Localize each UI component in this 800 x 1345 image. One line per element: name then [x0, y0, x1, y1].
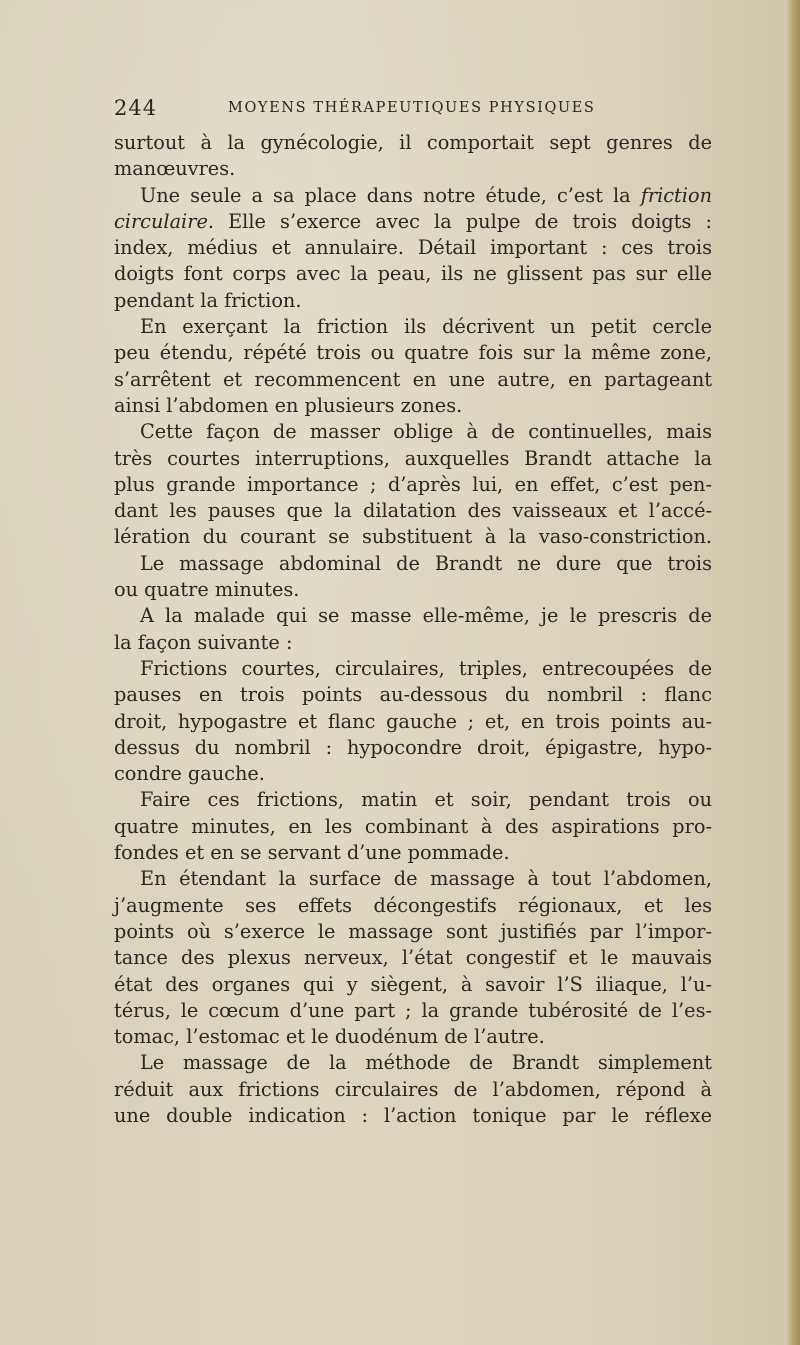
text-line — [114, 209, 712, 235]
line-text: Le massage de la méthode de Brandt simplement — [140, 1051, 712, 1075]
page-header — [114, 96, 714, 120]
text-line — [114, 998, 712, 1024]
text-line — [114, 393, 712, 419]
text-line — [114, 446, 712, 472]
line-text: pendant la friction. — [114, 288, 302, 312]
line-text: ou quatre minutes. — [114, 578, 300, 602]
text-line — [114, 183, 712, 209]
text-line — [114, 840, 712, 866]
text-line — [114, 787, 712, 813]
text-line — [114, 130, 712, 156]
line-text: la façon suivante : — [114, 630, 293, 654]
text-line — [114, 919, 712, 945]
text-line — [114, 630, 712, 656]
line-text: points où s’exerce le massage sont justifiés par l’impor- — [114, 919, 712, 943]
line-text: En étendant la surface de massage à tout l’abdomen, — [140, 867, 712, 891]
text-line — [114, 709, 712, 735]
line-text: peu étendu, répété trois ou quatre fois sur la même zone, — [114, 341, 712, 365]
italic-text: circulaire. — [114, 209, 214, 233]
running-title: MOYENS THÉRAPEUTIQUES PHYSIQUES — [228, 100, 596, 116]
text-line — [114, 1103, 712, 1129]
line-text: tance des plexus nerveux, l’état congestif et le mauvais — [114, 946, 712, 970]
line-text: état des organes qui y siègent, à savoir l’S iliaque, l’u- — [114, 972, 712, 996]
text-line — [114, 156, 712, 182]
body-text — [114, 130, 712, 1129]
line-text: index, médius et annulaire. Détail important : ces trois — [114, 236, 712, 260]
line-text: condre gauche. — [114, 762, 265, 786]
text-line — [114, 945, 712, 971]
line-text: A la malade qui se masse elle-même, je le prescris de — [140, 604, 712, 628]
line-text: j’augmente ses effets décongestifs régionaux, et les — [114, 893, 712, 917]
line-text: tomac, l’estomac et le duodénum de l’autre. — [114, 1025, 545, 1049]
line-text: dant les pauses que la dilatation des vaisseaux et l’accé- — [114, 499, 712, 523]
text-line — [114, 682, 712, 708]
line-text: Elle s’exerce avec la pulpe de trois doigts : — [213, 209, 712, 233]
line-text: surtout à la gynécologie, il comportait sept genres de — [114, 131, 712, 154]
text-line — [114, 603, 712, 629]
text-line — [114, 367, 712, 393]
line-text: Frictions courtes, circulaires, triples, entrecoupées de — [140, 656, 712, 680]
italic-text: friction — [640, 183, 712, 207]
text-line — [114, 551, 712, 577]
text-line — [114, 735, 712, 761]
line-text: quatre minutes, en les combinant à des aspirations pro- — [114, 814, 712, 838]
text-line — [114, 1050, 712, 1076]
line-text: En exerçant la friction ils décrivent un petit cercle — [140, 315, 712, 339]
line-text: Le massage abdominal de Brandt ne dure que trois — [140, 551, 712, 575]
line-text: droit, hypogastre et flanc gauche ; et, en trois points au- — [114, 709, 712, 733]
text-line — [114, 498, 712, 524]
line-text: fondes et en se servant d’une pommade. — [114, 841, 510, 865]
text-line — [114, 577, 712, 603]
line-text: s’arrêtent et recommencent en une autre, en partageant — [114, 367, 712, 391]
text-line — [114, 472, 712, 498]
text-line — [114, 419, 712, 445]
line-text: doigts font corps avec la peau, ils ne glissent pas sur elle — [114, 262, 712, 286]
page-edge — [786, 0, 800, 1345]
line-text: ainsi l’abdomen en plusieurs zones. — [114, 393, 463, 417]
text-line — [114, 524, 712, 550]
line-text: pauses en trois points au-dessous du nombril : flanc — [114, 683, 712, 707]
page-number: 244 — [114, 96, 158, 120]
text-line — [114, 814, 712, 840]
line-text: manœuvres. — [114, 157, 236, 181]
line-text: très courtes interruptions, auxquelles Brandt attache la — [114, 446, 712, 470]
line-text: Une seule a sa place dans notre étude, c’est la — [140, 183, 641, 207]
text-line — [114, 972, 712, 998]
line-text: plus grande importance ; d’après lui, en effet, c’est pen- — [114, 472, 712, 496]
text-line — [114, 288, 712, 314]
line-text: dessus du nombril : hypocondre droit, épigastre, hypo- — [114, 735, 712, 759]
text-line — [114, 1024, 712, 1050]
line-text: Faire ces frictions, matin et soir, pendant trois ou — [140, 788, 712, 812]
text-line — [114, 761, 712, 787]
text-line — [114, 893, 712, 919]
line-text: réduit aux frictions circulaires de l’abdomen, répond à — [114, 1077, 712, 1101]
text-line — [114, 340, 712, 366]
text-line — [114, 261, 712, 287]
line-text: térus, le cœcum d’une part ; la grande tubérosité de l’es- — [114, 998, 712, 1022]
text-line — [114, 235, 712, 261]
text-line — [114, 1077, 712, 1103]
text-line — [114, 656, 712, 682]
text-line — [114, 866, 712, 892]
line-text: une double indication : l’action tonique par le réflexe — [114, 1103, 712, 1127]
line-text: Cette façon de masser oblige à de continuelles, mais — [140, 420, 712, 444]
text-line — [114, 314, 712, 340]
line-text: lération du courant se substituent à la vaso-constriction. — [114, 525, 712, 549]
